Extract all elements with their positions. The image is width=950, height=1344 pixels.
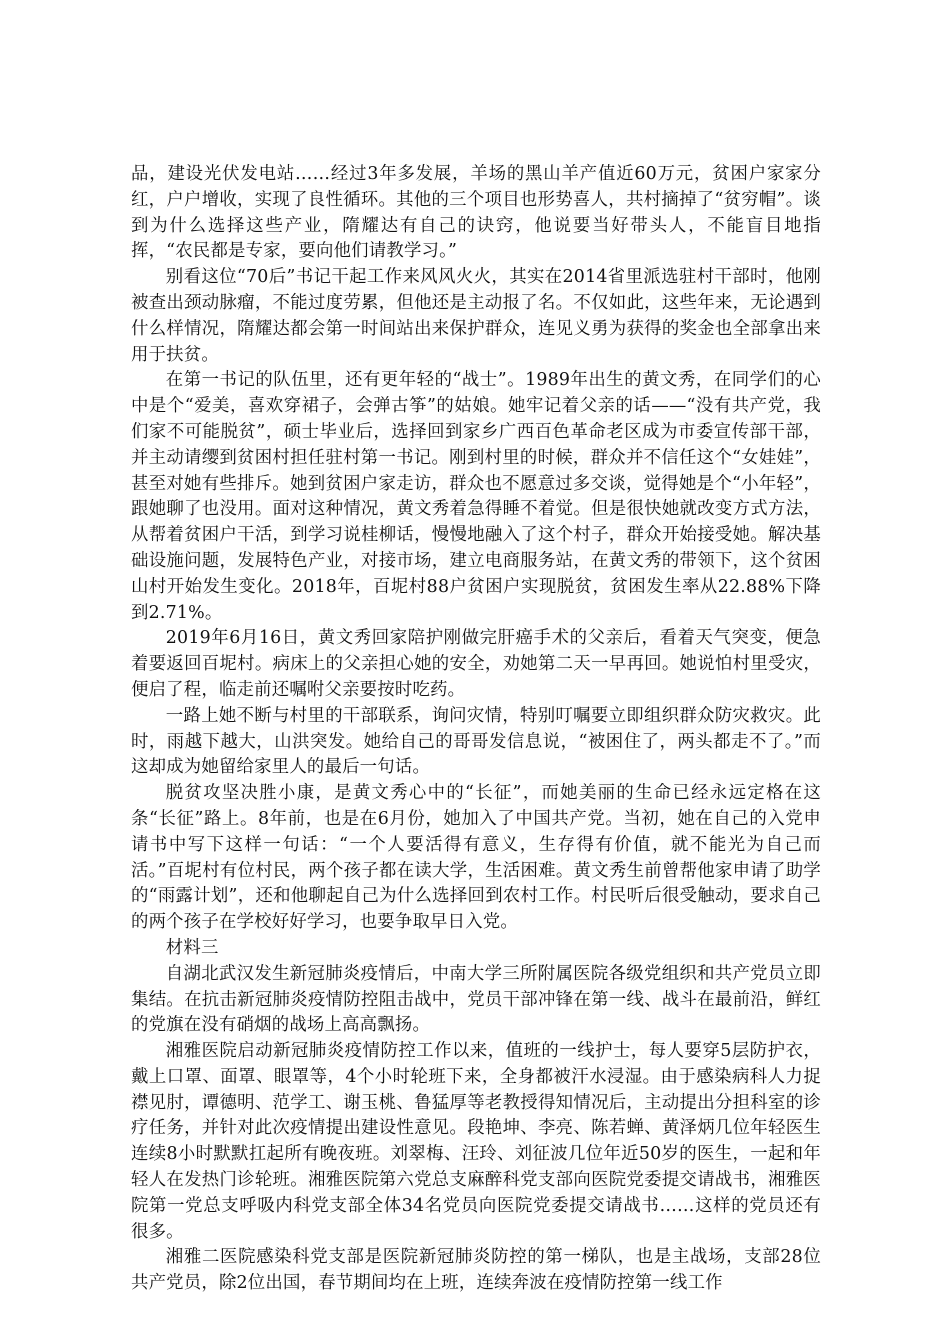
paragraph-huang-wenxiu-intro: 在第一书记的队伍里，还有更年轻的“战士”。1989年出生的黄文秀，在同学们的心中是个“爱美，喜欢穿裙子，会弹古筝”的姑娘。她牢记着父亲的话——“没有共产党，我们家不可能脱贫”，硕士毕业后，选择回到家乡广西百色革命老区成为市委宣传部干部，并主动请缨到贫困村担任驻村第一书记。刚到村里的时候，群众并不信任这个“女娃娃”，甚至对她有些排斥。她到贫困户家走访，群众也不愿意过多交谈，觉得她是个“小年轻”，跟她聊了也没用。面对这种情况，黄文秀着急得睡不着觉。但是很快她就改变方式方法，从帮着贫困户干活，到学习说桂柳话，慢慢地融入了这个村子，群众开始接受她。解决基础设施问题，发展特色产业，对接市场，建立电商服务站，在黄文秀的带领下，这个贫困山村开始发生变化。2018年，百坭村88户贫困户实现脱贫，贫困发生率从22.88%下降到2.71%。 [131, 370, 821, 623]
paragraph-flood: 一路上她不断与村里的干部联系，询问灾情，特别叮嘱要立即组织群众防灾救灾。此时，雨越下越大，山洪突发。她给自己的哥哥发信息说，“被困住了，两头都走不了。”而这却成为她留给家里人的最后一句话。 [131, 705, 821, 778]
paragraph-wuhan-outbreak: 自湖北武汉发生新冠肺炎疫情后，中南大学三所附属医院各级党组织和共产党员立即集结。在抗击新冠肺炎疫情防控阻击战中，党员干部冲锋在第一线、战斗在最前沿，鲜红的党旗在没有硝烟的战场上高高飘扬。 [131, 963, 821, 1036]
document-page [131, 162, 821, 1297]
section-heading-material-three: 材料三 [165, 937, 219, 958]
paragraph-70s-secretary: 别看这位“70后”书记干起工作来风风火火，其实在2014省里派选驻村干部时，他刚被查出颈动脉瘤，不能过度劳累，但他还是主动报了名。不仅如此，这些年来，无论遇到什么样情况，隋耀达都会第一时间站出来保护群众，连见义勇为获得的奖金也全部拿出来用于扶贫。 [131, 267, 821, 365]
paragraph-xiangya-second-hospital: 湘雅二医院感染科党支部是医院新冠肺炎防控的第一梯队，也是主战场，支部28位共产党员，除2位出国，春节期间均在上班，连续奔波在疫情防控第一线工作 [131, 1247, 821, 1294]
paragraph-june-16: 2019年6月16日，黄文秀回家陪护刚做完肝癌手术的父亲后，看着天气突变，便急着要返回百坭村。病床上的父亲担心她的安全，劝她第二天一早再回。她说怕村里受灾，便启了程，临走前还嘱咐父亲要按时吃药。 [131, 628, 821, 700]
paragraph-xiangya-hospital: 湘雅医院启动新冠肺炎疫情防控工作以来，值班的一线护士，每人要穿5层防护衣，戴上口罩、面罩、眼罩等，4个小时轮班下来，全身都被汗水浸湿。由于感染病科人力捉襟见肘，谭德明、范学工、谢玉桃、鲁猛厚等老教授得知情况后，主动提出分担科室的诊疗任务，并针对此次疫情提出建设性意见。段艳坤、李亮、陈若蝉、黄泽炳几位年轻医生连续8小时默默扛起所有晚夜班。刘翠梅、汪玲、刘征波几位年近50岁的医生，一起和年轻人在发热门诊轮班。湘雅医院第六党总支麻醉科党支部向医院党委提交请战书，湘雅医院第一党总支呼吸内科党支部全体34名党员向医院党委提交请战书……这样的党员还有很多。 [131, 1041, 821, 1242]
paragraph-sui-yaoda-industry: 品，建设光伏发电站……经过3年多发展，羊场的黑山羊产值近60万元，贫困户家家分红，户户增收，实现了良性循环。其他的三个项目也形势喜人，共村摘掉了“贫穷帽”。谈到为什么选择这些产业，隋耀达有自己的诀窍，他说要当好带头人，不能盲目地指挥，“农民都是专家，要向他们请教学习。” [131, 164, 821, 262]
paragraph-long-march: 脱贫攻坚决胜小康，是黄文秀心中的“长征”，而她美丽的生命已经永远定格在这条“长征”路上。8年前，也是在6月份，她加入了中国共产党。当初，她在自己的入党申请书中写下这样一句话：“一个人要活得有意义，生存得有价值，就不能光为自己而活。”百坭村有位村民，两个孩子都在读大学，生活困难。黄文秀生前曾帮他家申请了助学的“雨露计划”，还和他聊起自己为什么选择回到农村工作。村民听后很受触动，要求自己的两个孩子在学校好好学习，也要争取早日入党。 [131, 783, 821, 933]
